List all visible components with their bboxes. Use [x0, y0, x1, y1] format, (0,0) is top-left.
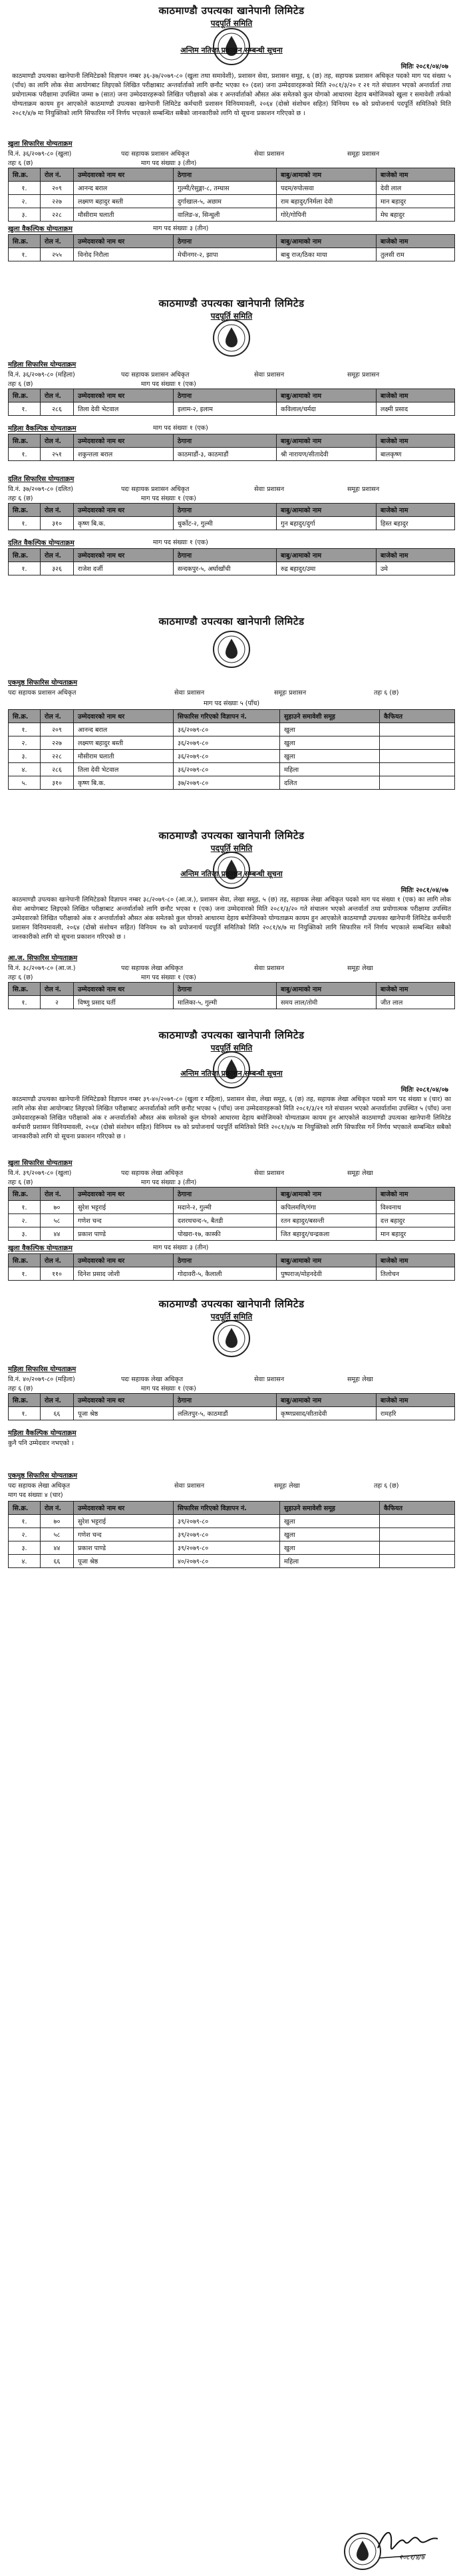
ad-info-line: वि.नं. ३९/२०७९-८० (खुला) पदः सहायक लेखा अधिकृत सेवाः प्रशासन समूहः लेखा	[8, 1170, 373, 1177]
notice-title: अन्तिम नतिजा प्रकाशन सम्बन्धी सूचना	[180, 1069, 283, 1078]
notice-date: मितिः २०८१/०४/०७	[400, 1086, 448, 1094]
signature-date: २०८१/४/७	[399, 2554, 424, 2561]
table-row: १. ७० सुरेश भट्टराई मदाने-२, गुल्मी कपिलमणि/गंगा विश्वनाथ	[9, 1201, 455, 1214]
group: समूहः प्रशासन	[347, 150, 380, 158]
post-count-line: माग पद संख्याः ३ (तीन)	[153, 1244, 209, 1251]
candidate-table: सि.क्र. रोल नं. उम्मेदवारको नाम थर ठेगाना बाबु/आमाको नाम बाजेको नाम १. ७० सुरेश भट्टराई मदाने-२, गुल्मी कपिलमणि/गंगा विश्वनाथ २. ५८ गणेश चन्द दशरथचन्द-५, बैतडी रतन बहादुर/बसन्ती दत्त बहादुर ३. ४४ प्रकाश पाण्डे पोखरा-१७, कास्की जित बहादुर/चन्द्रकला मान बहादुर	[8, 1187, 455, 1241]
table-row: १. २ विष्णु प्रसाद घर्ती मालिका-५, गुल्मी समय लाल/तोमी जीत लाल	[9, 996, 455, 1009]
table-row: ३. २२८ मौसीराम घलाती वालिङ-४, सिन्धुली गोरे/गोपिनी मेघ बहादुर	[9, 208, 455, 222]
candidate-table: सि.क्र. रोल नं. उम्मेदवारको नाम थर ठेगाना बाबु/आमाको नाम बाजेको नाम १. २५१ शकुन्तला बराल काठमाडौं-३, काठमाडौं श्री नारायण/सीतादेवी बालकृष्ण	[8, 434, 455, 461]
section-title: आ.ज. सिफारिस योग्यताक्रम	[8, 955, 78, 962]
merit-table: सि.क्र. रोल नं. उम्मेदवारको नाम थर सिफारिस गरिएको विज्ञापन नं. सुहाउने समावेशी समूह कैफियत १. ७० सुरेश भट्टराई ३९/२०७९-८० खुला २. ५८ गणेश चन्द ३९/२०७९-८० खुला ३. ४४ प्रकाश पाण्डे ३९/२०७९-८० खुला ४. ६६ पूजा श्रेष्ठ ४०/२०७९-८० महिला	[8, 1501, 455, 1568]
section-title: खुला वैकल्पिक योग्यताक्रम	[8, 1245, 73, 1252]
section-title: दलित सिफारिस योग्यताक्रम	[8, 476, 75, 483]
ad-number: वि.नं. ३६/२०७९-८० (खुला)	[8, 150, 72, 158]
candidate-table: सि.क्र. रोल नं. उम्मेदवारको नाम थर ठेगाना बाबु/आमाको नाम बाजेको नाम १. ६६ पूजा श्रेष्ठ ललितपुर-५, काठमाडौं कृष्णप्रसाद/सीतादेवी रामहरि	[8, 1393, 455, 1420]
no-candidate-note: कुनै पनि उम्मेदवार नभएको ।	[8, 1440, 74, 1447]
table-row: १. २५५ विनोद निरौला मेचीनगर-२, झापा बाबु राज/ठिका माया तुलसी राम	[9, 248, 455, 261]
table-row: १. ३२६ राजेश दर्जी सन्दकपुर-५, अर्घाखाँची रुद्र बहादुर/उमा उमे	[9, 562, 455, 575]
section-title: खुला वैकल्पिक योग्यताक्रम	[8, 226, 73, 233]
ad-info-line-2: तहः ६ (छ) माग पद संख्याः १ (एक)	[8, 974, 196, 981]
section-title: एकमुष्ठ सिफारिस योग्यताक्रम	[8, 1472, 78, 1480]
service: सेवाः प्रशासन	[254, 150, 285, 158]
notice-date: मितिः २०८१/०४/०७	[400, 887, 448, 894]
section-title: महिला वैकल्पिक योग्यताक्रम	[8, 425, 77, 432]
ad-info-line	[8, 149, 455, 158]
ad-info-line: पदः सहायक लेखा अधिकृत सेवाः प्रशासन समूहः लेखा तहः ६ (छ)	[8, 1482, 399, 1490]
notice-title: अन्तिम नतिजा प्रकाशन सम्बन्धी सूचना	[180, 46, 283, 55]
ad-info-line: पदः सहायक प्रशासन अधिकृत सेवाः प्रशासन समूहः प्रशासन तहः ६ (छ)	[8, 689, 399, 697]
merit-table: सि.क्र. रोल नं. उम्मेदवारको नाम थर सिफारिस गरिएको विज्ञापन नं. सुहाउने समावेशी समूह कैफियत १. २०९ आनन्द बराल ३६/२०७९-८० खुला २. २२७ लक्ष्मण बहादुर बस्ती ३६/२०७९-८० खुला ३. २२८ मौसीराम घलाती ३६/२०७९-८० खुला ४. २८६ तिला देवी भेटवाल ३६/२०७९-८० महिला ५. ३१० कृष्ण बि.क. ३७/२०७९-८० दलित	[8, 709, 455, 790]
table-row: १. २०९ आनन्द बराल गुल्मी/रेसुङ्गा-८, तम्घास पदम/रुपोत्सवा देवी लाल	[9, 182, 455, 195]
ad-info-line-2: तहः ६ (छ) माग पद संख्याः १ (एक)	[8, 381, 196, 388]
post-count-line: माग पद संख्याः १ (एक)	[153, 539, 208, 546]
ad-info-line-2: तहः ६ (छ) माग पद संख्याः १ (एक)	[8, 495, 196, 502]
section-title: महिला वैकल्पिक योग्यताक्रम	[8, 1430, 77, 1437]
section-title: खुला सिफारिस योग्यताक्रम	[8, 1160, 73, 1167]
table-row: ४. ६६ पूजा श्रेष्ठ ४०/२०७९-८० महिला	[9, 1555, 455, 1568]
section-title: खुला सिफारिस योग्यताक्रम	[8, 140, 73, 148]
ad-info-line-2: तहः ६ (छ) माग पद संख्याः १ (एक)	[8, 1385, 196, 1392]
table-row: १. २८६ तिला देवी भेटवाल इलाम-२, इलाम कविलाल/चर्मदा लक्ष्मी प्रसाद	[9, 402, 455, 416]
table-row: १. ३१० कृष्ण बि.क. धुर्कोट-२, गुल्मी गुन बहादुर/दुर्गा हिस्त बहादुर	[9, 517, 455, 530]
notice-paragraph: काठमाण्डौ उपत्यका खानेपानी लिमिटेडको विज्ञापन नम्बर ३६-३७/२०७९-८० (खुला तथा समावेशी), प्रशासन सेवा, प्रशासन समूह, ६ (छ) तह, सहायक प्रशासन अधिकृत पदको माग पद संख्या ५ (पाँच) का लागि लोक सेवा आयोगबाट लिइएको लिखित परीक्षाबाट अन्तर्वार्ताको लागि छनौट भएका १० (दश) जना उम्मेदवारहरूको मिति २०८१/३/२० र २१ गते संचालन भएको अन्तर्वार्ता तथा प्रयोगात्मक परीक्षामा उपस्थित जम्मा ७ (सात) जना उम्मेदवारहरूको लिखित परीक्षाको अंक र अन्तर्वार्ताको औसत अंक समेतको कुल योगको आधारमा देहाय बमोजिमको खुला र समावेशी तर्फको योग्यताक्रम कायम हुन आएकोले काठमाण्डौ उपत्यका खानेपानी लिमिटेड कर्मचारी प्रशासन विनियमावली, २०६४ (दोस्रो संशोधन सहित) विनियम १७ को प्रयोजनार्थ पदपूर्ति समितिको मिति २०८१/४/७ मा नियुक्तिको लागि सिफारिस गर्ने निर्णय भएकाले सम्बन्धित सबैको जानकारीको लागि यो सूचना प्रकाशन गरिएको छ ।	[12, 73, 451, 117]
notice-paragraph: काठमाण्डौ उपत्यका खानेपानी लिमिटेडको विज्ञापन नम्बर ३८/२०७९-८० (आ.ज.), प्रशासन सेवा, लेखा समूह, ५ (छ) तह, सहायक लेखा अधिकृत पदको माग पद संख्या १ (एक) का लागि लोक सेवा आयोगबाट लिइएको लिखित परीक्षाबाट अन्तर्वार्ताको लागि छनौट भएका १ (एक) जना उम्मेदवारको मिति २०८१/३/२० गते संचालन भएको अन्तर्वार्ता तथा प्रयोगात्मक परीक्षामा उपस्थित उम्मेदवारको लिखित परीक्षाको अंक र अन्तर्वार्ताको औसत अंक समेतको कुल योगको आधारमा देहाय बमोजिमको योग्यताक्रम कायम हुन आएकोले काठमाण्डौ उपत्यका खानेपानी लिमिटेड कर्मचारी प्रशासन विनियमावली, २०६४ (दोस्रो संशोधन सहित) विनियम १७ को प्रयोजनार्थ पदपूर्ति समितिको मिति २०८१/४/७ मा नियुक्तिको लागि सिफारिस गर्ने निर्णय भएकाले सम्बन्धित सबैको जानकारीको लागि यो सूचना प्रकाशन गरिएको छ ।	[12, 896, 451, 941]
table-row: २. ५८ गणेश चन्द दशरथचन्द-५, बैतडी रतन बहादुर/बसन्ती दत्त बहादुर	[9, 1214, 455, 1227]
committee-title: पदपूर्ति समिति	[210, 311, 253, 321]
candidate-table: सि.क्र. रोल नं. उम्मेदवारको नाम थर ठेगाना बाबु/आमाको नाम बाजेको नाम १. ३२६ राजेश दर्जी सन्दकपुर-५, अर्घाखाँची रुद्र बहादुर/उमा उमे	[8, 548, 455, 575]
water-drop-emblem-icon	[212, 1319, 251, 1359]
table-row: ४. २८६ तिला देवी भेटवाल ३६/२०७९-८० महिला	[9, 763, 455, 776]
ad-info-line: वि.नं. ३६/२०७९-८० (महिला) पदः सहायक प्रशासन अधिकृत सेवाः प्रशासन समूहः प्रशासन	[8, 371, 380, 379]
post-count-line: माग पद संख्याः १ (एक)	[153, 424, 208, 432]
table-row: २. २२७ लक्ष्मण बहादुर बस्ती दुर्गाखाल-५, अछाम राम बहादुर/निर्मला देवी मान बहादुर	[9, 195, 455, 208]
committee-title: पदपूर्ति समिति	[210, 844, 253, 853]
notice-title: अन्तिम नतिजा प्रकाशन सम्बन्धी सूचना	[180, 870, 283, 878]
section-title: महिला सिफारिस योग्यताक्रम	[8, 361, 77, 369]
water-drop-emblem-icon	[212, 629, 251, 669]
notice-paragraph: काठमाण्डौ उपत्यका खानेपानी लिमिटेडको विज्ञापन नम्बर ३९-४०/२०७९-८० (खुला र महिला), प्रशासन सेवा, लेखा समूह, ६ (छ) तह, सहायक लेखा अधिकृत पदको माग पद संख्या ४ (चार) का लागि लोक सेवा आयोगबाट लिइएको लिखित परीक्षाबाट अन्तर्वार्ताको लागि छनौट भएका ५ (पाँच) जना उम्मेदवारहरूको मिति २०८१/३/२१ गते संचालन भएको अन्तर्वार्तामा उपस्थित ५ (पाँच) जना उम्मेदवारहरूको लिखित परीक्षाको अंक र अन्तर्वार्ताको औसत अंक समेतको कुल योगको आधारमा देहाय बमोजिमको योग्यताक्रम कायम हुन आएकोले काठमाण्डौ उपत्यका खानेपानी लिमिटेड कर्मचारी प्रशासन विनियमावली, २०६४ (दोस्रो संशोधन सहित) विनियम १७ को प्रयोजनार्थ पदपूर्ति समितिको मिति २०८१/४/७ मा नियुक्तिको लागि सिफारिस गर्ने निर्णय भएकाले सम्बन्धित सबैको जानकारीको लागि यो सूचना प्रकाशन गरिएको छ ।	[12, 1096, 451, 1140]
table-row: १. २०९ आनन्द बराल ३६/२०७९-८० खुला	[9, 723, 455, 736]
ad-info-line: वि.नं. ४०/२०७९-८० (महिला) पदः सहायक लेखा अधिकृत सेवाः प्रशासन समूहः लेखा	[8, 1376, 373, 1383]
org-name: काठमाण्डौ उपत्यका खानेपानी लिमिटेड	[158, 1029, 305, 1041]
table-row: १. ११० दिनेश प्रसाद जोशी गोदावरी-५, कैलाली पुष्पराज/मोहनदेवी तिलोचन	[9, 1267, 455, 1281]
table-row: २. २२७ लक्ष्मण बहादुर बस्ती ३६/२०७९-८० खुला	[9, 736, 455, 750]
ad-info-line-2: तहः ६ (छ) माग पद संख्याः ३ (तीन)	[8, 1179, 197, 1186]
table-row: ५. ३१० कृष्ण बि.क. ३७/२०७९-८० दलित	[9, 776, 455, 790]
post: पदः सहायक प्रशासन अधिकृत	[121, 150, 190, 158]
committee-title: पदपूर्ति समिति	[210, 1043, 253, 1052]
table-row: ३. ४४ प्रकाश पाण्डे पोखरा-१७, कास्की जित बहादुर/चन्द्रकला मान बहादुर	[9, 1227, 455, 1241]
table-row: १. २५१ शकुन्तला बराल काठमाडौं-३, काठमाडौं श्री नारायण/सीतादेवी बालकृष्ण	[9, 448, 455, 461]
org-name: काठमाण्डौ उपत्यका खानेपानी लिमिटेड	[158, 1298, 305, 1310]
post-count: माग पद संख्याः ३ (तीन)	[141, 160, 197, 167]
post-count-line: माग पद संख्याः ४ (चार)	[8, 1492, 63, 1499]
candidate-table: सि.क्र. रोल नं. उम्मेदवारको नाम थर ठेगाना बाबु/आमाको नाम बाजेको नाम १. २ विष्णु प्रसाद घर्ती मालिका-५, गुल्मी समय लाल/तोमी जीत लाल	[8, 982, 455, 1009]
table-row: १. ७० सुरेश भट्टराई ३९/२०७९-८० खुला	[9, 1515, 455, 1528]
water-drop-emblem-icon	[212, 318, 251, 358]
table-row: १. ६६ पूजा श्रेष्ठ ललितपुर-५, काठमाडौं कृष्णप्रसाद/सीतादेवी रामहरि	[9, 1407, 455, 1420]
table-row: ३. २२८ मौसीराम घलाती ३६/२०७९-८० खुला	[9, 750, 455, 763]
org-name: काठमाण्डौ उपत्यका खानेपानी लिमिटेड	[158, 830, 305, 842]
committee-title: पदपूर्ति समिति	[210, 19, 253, 28]
org-name: काठमाण्डौ उपत्यका खानेपानी लिमिटेड	[158, 5, 305, 17]
org-name: काठमाण्डौ उपत्यका खानेपानी लिमिटेड	[158, 615, 305, 627]
section-title: महिला सिफारिस योग्यताक्रम	[8, 1366, 77, 1373]
notice-date: मितिः २०८१/०४/०७	[400, 63, 448, 71]
candidate-table: सि.क्र. रोल नं. उम्मेदवारको नाम थर ठेगाना बाबु/आमाको नाम बाजेको नाम १. २०९ आनन्द बराल गुल्मी/रेसुङ्गा-८, तम्घास पदम/रुपोत्सवा देवी लाल २. २२७ लक्ष्मण बहादुर बस्ती दुर्गाखाल-५, अछाम राम बहादुर/निर्मला देवी मान बहादुर ३. २२८ मौसीराम घलाती वालिङ-४, सिन्धुली गोरे/गोपिनी मेघ बहादुर	[8, 168, 455, 222]
ad-info-line-2	[8, 158, 455, 167]
section-title: दलित वैकल्पिक योग्यताक्रम	[8, 540, 75, 547]
ad-info-line: वि.नं. ३७/२०७९-८० (दलित) पदः सहायक प्रशासन अधिकृत सेवाः प्रशासन समूहः प्रशासन	[8, 486, 380, 493]
table-row: २. ५८ गणेश चन्द ३९/२०७९-८० खुला	[9, 1528, 455, 1541]
post-count-line: माग पद संख्याः ३ (तीन)	[153, 225, 209, 232]
level: तहः ६ (छ)	[8, 160, 33, 167]
candidate-table: सि.क्र. रोल नं. उम्मेदवारको नाम थर ठेगाना बाबु/आमाको नाम बाजेको नाम १. ११० दिनेश प्रसाद जोशी गोदावरी-५, कैलाली पुष्पराज/मोहनदेवी तिलोचन	[8, 1253, 455, 1281]
candidate-table: सि.क्र. रोल नं. उम्मेदवारको नाम थर ठेगाना बाबु/आमाको नाम बाजेको नाम १. २५५ विनोद निरौला मेचीनगर-२, झापा बाबु राज/ठिका माया तुलसी राम	[8, 234, 455, 261]
ad-info-line: वि.नं. ३८/२०७९-८० (आ.ज.) पदः सहायक लेखा अधिकृत सेवाः प्रशासन समूहः लेखा	[8, 965, 373, 972]
section-title: एकमुष्ठ सिफारिस योग्यताक्रम	[8, 679, 78, 687]
candidate-table: सि.क्र. रोल नं. उम्मेदवारको नाम थर ठेगाना बाबु/आमाको नाम बाजेको नाम १. ३१० कृष्ण बि.क. धुर्कोट-२, गुल्मी गुन बहादुर/दुर्गा हिस्त बहादुर	[8, 503, 455, 530]
table-row: ३. ४४ प्रकाश पाण्डे ३९/२०७९-८० खुला	[9, 1541, 455, 1555]
committee-title: पदपूर्ति समिति	[210, 1312, 253, 1321]
post-count-line: माग पद संख्याः ५ (पाँच)	[203, 700, 260, 707]
candidate-table: सि.क्र. रोल नं. उम्मेदवारको नाम थर ठेगाना बाबु/आमाको नाम बाजेको नाम १. २८६ तिला देवी भेटवाल इलाम-२, इलाम कविलाल/चर्मदा लक्ष्मी प्रसाद	[8, 389, 455, 416]
org-name: काठमाण्डौ उपत्यका खानेपानी लिमिटेड	[158, 297, 305, 309]
